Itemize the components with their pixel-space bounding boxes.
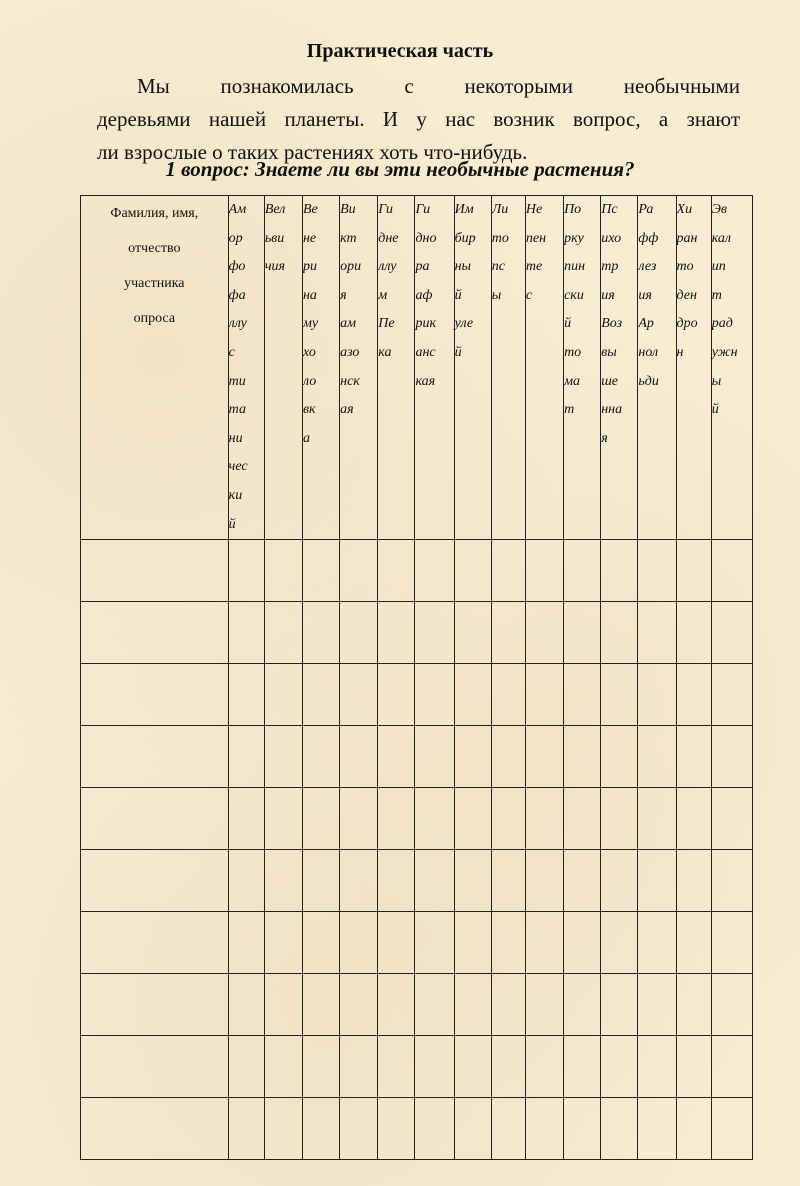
answer-cell[interactable] — [491, 540, 525, 602]
plant-name-fragment: ьви — [264, 230, 285, 246]
answer-cell[interactable] — [711, 912, 752, 974]
plant-name-fragment: нол — [638, 344, 659, 360]
plant-column-header — [638, 196, 676, 540]
answer-cell[interactable] — [264, 1036, 302, 1098]
answer-cell[interactable] — [638, 974, 676, 1036]
answer-cell[interactable] — [302, 974, 339, 1036]
plant-column-header — [601, 196, 638, 540]
plant-name-fragment: не — [302, 230, 317, 246]
answer-cell[interactable] — [378, 1098, 415, 1160]
answer-cell[interactable] — [711, 1036, 752, 1098]
answer-cell[interactable] — [454, 540, 491, 602]
plant-name-fragment: с — [525, 287, 533, 303]
plant-name-fragment: то — [491, 230, 509, 246]
plant-name-fragment: с — [228, 344, 235, 360]
answer-cell[interactable] — [228, 1098, 264, 1160]
answer-cell[interactable] — [454, 664, 491, 726]
plant-name-fragment: кал — [711, 230, 731, 246]
answer-cell[interactable] — [340, 1098, 378, 1160]
answer-cell[interactable] — [491, 1098, 525, 1160]
plant-name-fragment: вы — [601, 344, 617, 360]
plant-name-fragment: ти — [228, 373, 246, 389]
plant-name-fragment: кая — [415, 373, 436, 389]
answer-cell[interactable] — [264, 788, 302, 850]
answer-cell[interactable] — [228, 1036, 264, 1098]
answer-cell[interactable] — [676, 974, 711, 1036]
plant-name-fragment: нна — [601, 402, 623, 418]
plant-name-fragment: рку — [564, 230, 584, 246]
plant-column-header — [525, 196, 563, 540]
plant-name-fragment: Ве — [302, 202, 318, 217]
answer-cell[interactable] — [302, 1098, 339, 1160]
plant-name-fragment: ма — [564, 373, 580, 389]
answer-cell[interactable] — [676, 664, 711, 726]
plant-name-fragment: пен — [525, 230, 547, 246]
answer-cell[interactable] — [340, 726, 378, 788]
plant-name-fragment: ая — [340, 402, 354, 418]
plant-name-fragment: Вел — [264, 202, 286, 217]
answer-cell[interactable] — [601, 1036, 638, 1098]
answer-cell[interactable] — [264, 912, 302, 974]
answer-cell[interactable] — [378, 602, 415, 664]
answer-cell[interactable] — [676, 912, 711, 974]
answer-cell[interactable] — [378, 912, 415, 974]
participant-name-cell[interactable] — [81, 912, 229, 974]
answer-cell[interactable] — [228, 726, 264, 788]
answer-cell[interactable] — [378, 726, 415, 788]
answer-cell[interactable] — [228, 974, 264, 1036]
plant-name-fragment: й — [228, 516, 236, 532]
plant-name-fragment: ран — [676, 230, 698, 246]
answer-cell[interactable] — [491, 726, 525, 788]
plant-name-fragment: лез — [638, 259, 657, 275]
table-header-row — [81, 196, 753, 540]
plant-name-fragment: ллу — [228, 316, 247, 332]
participant-name-cell[interactable] — [81, 788, 229, 850]
participant-name-cell[interactable] — [81, 726, 229, 788]
table-row — [81, 726, 753, 788]
plant-name-fragment: Ар — [638, 316, 654, 332]
plant-column-header — [415, 196, 454, 540]
answer-cell[interactable] — [564, 602, 601, 664]
answer-cell[interactable] — [264, 726, 302, 788]
answer-cell[interactable] — [228, 664, 264, 726]
table-body — [81, 540, 753, 1160]
paragraph-line-2: деревьями нашей планеты. И у нас возник вопрос, а знают — [97, 107, 740, 131]
answer-cell[interactable] — [415, 602, 454, 664]
answer-cell[interactable] — [302, 602, 339, 664]
answer-cell[interactable] — [638, 664, 676, 726]
answer-cell[interactable] — [454, 788, 491, 850]
plant-name-fragment: ужн — [711, 344, 738, 360]
plant-name-fragment: дне — [378, 230, 399, 246]
answer-cell[interactable] — [525, 726, 563, 788]
plant-name-fragment: анс — [415, 344, 436, 360]
plant-name-fragment: ки — [228, 487, 243, 503]
answer-cell[interactable] — [302, 540, 339, 602]
plant-name-fragment: дно — [415, 230, 437, 246]
answer-cell[interactable] — [302, 726, 339, 788]
participant-name-cell[interactable] — [81, 540, 229, 602]
plant-name-fragment: По — [564, 202, 582, 217]
plant-name-fragment: ам — [340, 316, 357, 332]
plant-name-fragment: Ли — [491, 202, 509, 217]
answer-cell[interactable] — [415, 912, 454, 974]
plant-name-fragment: то — [564, 344, 582, 360]
answer-cell[interactable] — [638, 602, 676, 664]
answer-cell[interactable] — [711, 540, 752, 602]
table-row — [81, 850, 753, 912]
answer-cell[interactable] — [415, 664, 454, 726]
plant-name-fragment: чия — [264, 259, 285, 275]
participant-name-cell[interactable] — [81, 1036, 229, 1098]
answer-cell[interactable] — [638, 1098, 676, 1160]
answer-cell[interactable] — [564, 1036, 601, 1098]
table-row — [81, 912, 753, 974]
plant-name-fragment: й — [711, 402, 719, 418]
plant-name-fragment: ия — [601, 287, 615, 303]
plant-name-fragment: вк — [302, 402, 316, 418]
answer-cell[interactable] — [454, 1036, 491, 1098]
table-row — [81, 540, 753, 602]
plant-name-fragment: хо — [302, 344, 316, 360]
answer-cell[interactable] — [676, 1098, 711, 1160]
participant-name-cell[interactable] — [81, 602, 229, 664]
answer-cell[interactable] — [378, 664, 415, 726]
answer-cell[interactable] — [302, 664, 339, 726]
answer-cell[interactable] — [454, 602, 491, 664]
plant-name-fragment: дро — [676, 316, 698, 332]
plant-column-header — [340, 196, 378, 540]
plant-name-fragment: азо — [340, 344, 360, 360]
plant-column-header — [378, 196, 415, 540]
plant-name-fragment: чес — [228, 459, 248, 475]
answer-cell[interactable] — [638, 912, 676, 974]
plant-name-fragment: ка — [378, 344, 392, 360]
plant-name-fragment: Ви — [340, 202, 356, 217]
participant-name-cell[interactable] — [81, 974, 229, 1036]
answer-cell[interactable] — [638, 726, 676, 788]
answer-cell[interactable] — [264, 664, 302, 726]
answer-cell[interactable] — [638, 1036, 676, 1098]
plant-name-fragment: ри — [302, 259, 317, 275]
plant-column-header — [454, 196, 491, 540]
answer-cell[interactable] — [415, 540, 454, 602]
answer-cell[interactable] — [415, 1098, 454, 1160]
plant-name-fragment: ски — [564, 287, 584, 303]
answer-cell[interactable] — [676, 1036, 711, 1098]
plant-name-fragment: Эв — [711, 202, 727, 217]
plant-column-header — [264, 196, 302, 540]
answer-cell[interactable] — [228, 788, 264, 850]
answer-cell[interactable] — [228, 602, 264, 664]
answer-cell[interactable] — [525, 602, 563, 664]
plant-column-header — [228, 196, 264, 540]
plant-name-fragment: м — [378, 287, 388, 303]
answer-cell[interactable] — [491, 912, 525, 974]
answer-cell[interactable] — [601, 1098, 638, 1160]
answer-cell[interactable] — [711, 664, 752, 726]
plant-name-fragment: я — [601, 430, 608, 446]
answer-cell[interactable] — [454, 974, 491, 1036]
plant-name-fragment: ны — [454, 259, 472, 275]
answer-cell[interactable] — [564, 850, 601, 912]
plant-name-fragment: Ам — [228, 202, 247, 217]
answer-cell[interactable] — [525, 788, 563, 850]
plant-name-fragment: рад — [711, 316, 733, 332]
answer-cell[interactable] — [415, 850, 454, 912]
answer-cell[interactable] — [340, 1036, 378, 1098]
answer-cell[interactable] — [711, 1098, 752, 1160]
answer-cell[interactable] — [378, 850, 415, 912]
answer-cell[interactable] — [525, 912, 563, 974]
answer-cell[interactable] — [711, 850, 752, 912]
plant-name-fragment: фф — [638, 230, 659, 246]
answer-cell[interactable] — [601, 540, 638, 602]
name-header-line: опроса — [133, 311, 176, 326]
plant-name-fragment: ло — [302, 373, 317, 389]
survey-table — [80, 195, 753, 1160]
plant-name-fragment: т — [564, 402, 575, 418]
name-column-header — [81, 196, 229, 540]
answer-cell[interactable] — [378, 1036, 415, 1098]
plant-name-fragment: те — [525, 259, 543, 275]
answer-cell[interactable] — [491, 1036, 525, 1098]
plant-name-fragment: ра — [415, 259, 430, 275]
plant-name-fragment: Пе — [378, 316, 395, 332]
answer-cell[interactable] — [491, 788, 525, 850]
plant-name-fragment: кт — [340, 230, 357, 246]
answer-cell[interactable] — [415, 974, 454, 1036]
answer-cell[interactable] — [638, 850, 676, 912]
plant-name-fragment: ори — [340, 259, 362, 275]
answer-cell[interactable] — [711, 788, 752, 850]
answer-cell[interactable] — [638, 540, 676, 602]
answer-cell[interactable] — [525, 850, 563, 912]
plant-name-fragment: ни — [228, 430, 243, 446]
plant-name-fragment: н — [676, 344, 684, 360]
answer-cell[interactable] — [378, 974, 415, 1036]
answer-cell[interactable] — [491, 602, 525, 664]
plant-name-fragment: Им — [454, 202, 474, 217]
answer-cell[interactable] — [676, 850, 711, 912]
plant-column-header — [711, 196, 752, 540]
answer-cell[interactable] — [564, 540, 601, 602]
answer-cell[interactable] — [564, 1098, 601, 1160]
plant-name-fragment: Ра — [638, 202, 654, 217]
name-header-line: Фамилия, имя, — [110, 206, 199, 221]
answer-cell[interactable] — [228, 912, 264, 974]
plant-name-fragment: й — [454, 344, 462, 360]
answer-cell[interactable] — [564, 726, 601, 788]
plant-name-fragment: ор — [228, 230, 243, 246]
plant-name-fragment: й — [564, 316, 572, 332]
answer-cell[interactable] — [564, 912, 601, 974]
answer-cell[interactable] — [264, 974, 302, 1036]
answer-cell[interactable] — [340, 912, 378, 974]
plant-name-fragment: Воз — [601, 316, 623, 332]
answer-cell[interactable] — [601, 664, 638, 726]
plant-name-fragment: уле — [454, 316, 474, 332]
plant-name-fragment: Ги — [415, 202, 431, 217]
answer-cell[interactable] — [676, 602, 711, 664]
plant-column-header — [491, 196, 525, 540]
plant-name-fragment: Ги — [378, 202, 393, 217]
plant-name-fragment: нск — [340, 373, 360, 389]
answer-cell[interactable] — [491, 974, 525, 1036]
plant-name-fragment: фа — [228, 287, 246, 303]
plant-name-fragment: рик — [415, 316, 436, 332]
answer-cell[interactable] — [491, 850, 525, 912]
answer-cell[interactable] — [711, 974, 752, 1036]
table-row — [81, 788, 753, 850]
participant-name-cell[interactable] — [81, 850, 229, 912]
answer-cell[interactable] — [711, 726, 752, 788]
plant-name-fragment: бир — [454, 230, 476, 246]
answer-cell[interactable] — [340, 602, 378, 664]
answer-cell[interactable] — [228, 850, 264, 912]
answer-cell[interactable] — [302, 788, 339, 850]
answer-cell[interactable] — [378, 540, 415, 602]
table-row — [81, 1098, 753, 1160]
answer-cell[interactable] — [415, 726, 454, 788]
plant-name-fragment: я — [340, 287, 347, 303]
plant-column-header — [676, 196, 711, 540]
answer-cell[interactable] — [340, 974, 378, 1036]
answer-cell[interactable] — [525, 1098, 563, 1160]
answer-cell[interactable] — [711, 602, 752, 664]
answer-cell[interactable] — [264, 850, 302, 912]
plant-name-fragment: ихо — [601, 230, 622, 246]
participant-name-cell[interactable] — [81, 664, 229, 726]
answer-cell[interactable] — [454, 850, 491, 912]
answer-cell[interactable] — [454, 726, 491, 788]
plant-name-fragment: Хи — [676, 202, 693, 217]
answer-cell[interactable] — [564, 974, 601, 1036]
section-title: Практическая часть — [306, 40, 494, 62]
plant-name-fragment: на — [302, 287, 317, 303]
plant-name-fragment: аф — [415, 287, 433, 303]
plant-name-fragment: та — [228, 402, 246, 418]
answer-cell[interactable] — [415, 788, 454, 850]
plant-column-header — [302, 196, 339, 540]
plant-name-fragment: а — [302, 430, 310, 446]
answer-cell[interactable] — [264, 602, 302, 664]
plant-name-fragment: фо — [228, 259, 246, 275]
name-header-line: участника — [124, 276, 185, 291]
answer-cell[interactable] — [340, 664, 378, 726]
answer-cell[interactable] — [302, 1036, 339, 1098]
plant-name-fragment: то — [676, 259, 694, 275]
plant-name-fragment: му — [302, 316, 319, 332]
answer-cell[interactable] — [601, 974, 638, 1036]
answer-cell[interactable] — [415, 1036, 454, 1098]
answer-cell[interactable] — [601, 788, 638, 850]
plant-name-fragment: ип — [711, 259, 726, 275]
plant-name-fragment: ллу — [378, 259, 397, 275]
answer-cell[interactable] — [601, 726, 638, 788]
answer-cell[interactable] — [525, 974, 563, 1036]
answer-cell[interactable] — [525, 1036, 563, 1098]
plant-name-fragment: тр — [601, 259, 619, 275]
plant-name-fragment: й — [454, 287, 462, 303]
answer-cell[interactable] — [601, 912, 638, 974]
plant-name-fragment: т — [711, 287, 722, 303]
answer-cell[interactable] — [676, 726, 711, 788]
answer-cell[interactable] — [340, 540, 378, 602]
plant-name-fragment: ьди — [638, 373, 659, 389]
plant-name-fragment: ия — [638, 287, 652, 303]
answer-cell[interactable] — [454, 1098, 491, 1160]
answer-cell[interactable] — [302, 850, 339, 912]
answer-cell[interactable] — [638, 788, 676, 850]
answer-cell[interactable] — [302, 912, 339, 974]
answer-cell[interactable] — [601, 850, 638, 912]
plant-name-fragment: Пс — [601, 202, 618, 217]
answer-cell[interactable] — [378, 788, 415, 850]
survey-question: 1 вопрос: Знаете ли вы эти необычные растения? — [165, 157, 635, 181]
participant-name-cell[interactable] — [81, 1098, 229, 1160]
answer-cell[interactable] — [340, 788, 378, 850]
plant-name-fragment: Не — [525, 202, 543, 217]
answer-cell[interactable] — [676, 540, 711, 602]
plant-name-fragment: пин — [564, 259, 586, 275]
table-row — [81, 602, 753, 664]
answer-cell[interactable] — [264, 1098, 302, 1160]
table-row — [81, 974, 753, 1036]
plant-column-header — [564, 196, 601, 540]
answer-cell[interactable] — [525, 540, 563, 602]
answer-cell[interactable] — [491, 664, 525, 726]
plant-name-fragment: ше — [601, 373, 619, 389]
plant-name-fragment: ы — [711, 373, 722, 389]
name-header-line: отчество — [128, 241, 181, 256]
answer-cell[interactable] — [340, 850, 378, 912]
answer-cell[interactable] — [525, 664, 563, 726]
answer-cell[interactable] — [264, 540, 302, 602]
answer-cell[interactable] — [564, 664, 601, 726]
paragraph-line-1: Мы познакомилась с некоторыми необычными — [137, 74, 740, 98]
paragraph-line-3: ли взрослые о таких растениях хоть что-нибудь. — [97, 140, 528, 164]
answer-cell[interactable] — [676, 788, 711, 850]
answer-cell[interactable] — [564, 788, 601, 850]
table-row — [81, 664, 753, 726]
plant-name-fragment: ы — [491, 287, 502, 303]
table-row — [81, 1036, 753, 1098]
answer-cell[interactable] — [228, 540, 264, 602]
plant-name-fragment: пс — [491, 259, 505, 275]
plant-name-fragment: ден — [676, 287, 697, 303]
answer-cell[interactable] — [601, 602, 638, 664]
answer-cell[interactable] — [454, 912, 491, 974]
